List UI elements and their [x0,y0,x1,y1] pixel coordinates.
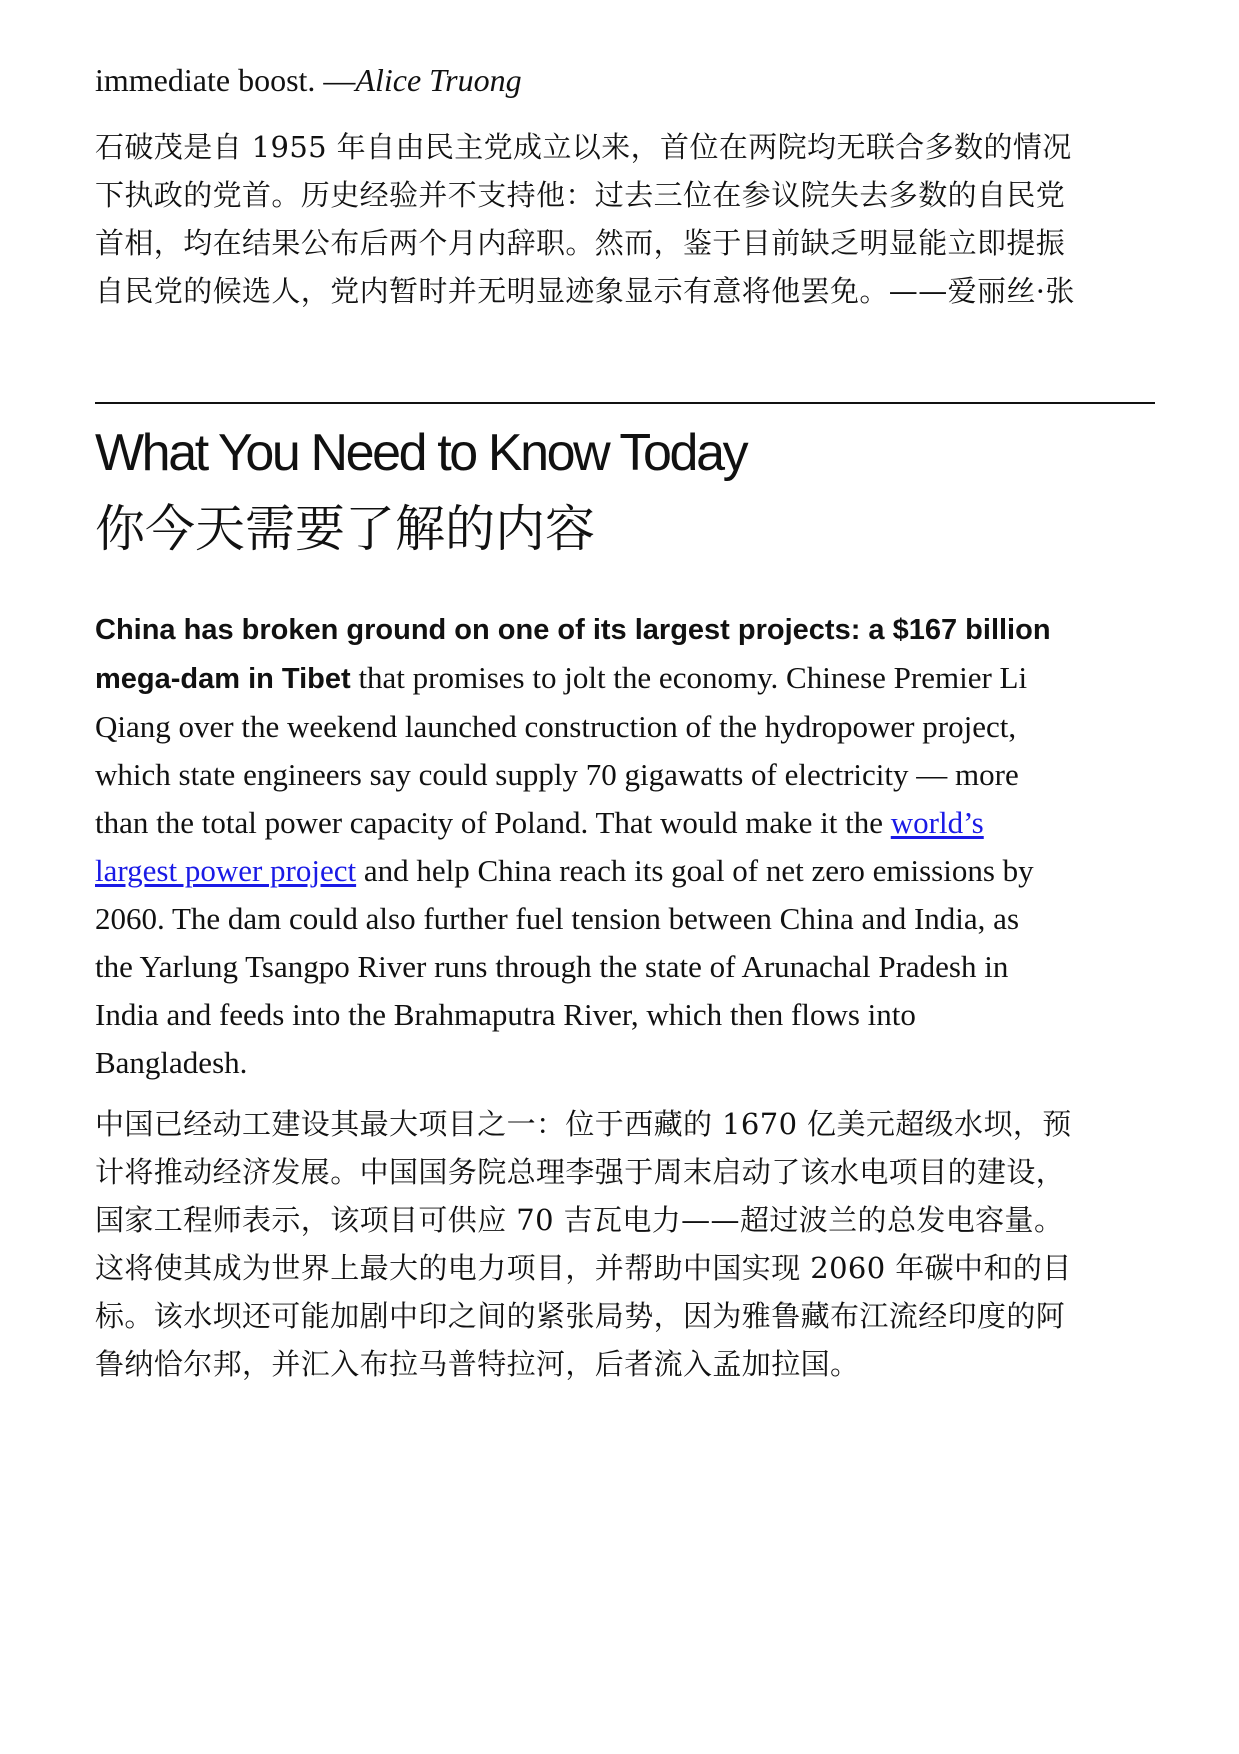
paragraph-line: 2060. The dam could also further fuel tension between China and India, as [95,901,1020,936]
paragraph-text: than the total power capacity of Poland. That would make it the [95,805,891,840]
paragraph-line: 自民党的候选人，党内暂时并无明显迹象显示有意将他罢免。——爱丽丝·张 [95,274,1075,308]
paragraph-text: that promises to jolt the economy. Chinese Premier Li [350,660,1028,695]
story-lead-bold: mega-dam in Tibet [95,663,351,695]
paragraph-line: 这将使其成为世界上最大的电力项目，并帮助中国实现 2060 年碳中和的目 [95,1251,1072,1285]
continuation-text: immediate boost. — [95,62,356,98]
story-lead-bold: China has broken ground on one of its largest projects: a $167 billion [95,614,1051,646]
continuation-line [95,60,522,100]
worlds-largest-power-project-link[interactable]: world’s [890,805,984,840]
paragraph-line: 国家工程师表示，该项目可供应 70 吉瓦电力——超过波兰的总发电容量。 [95,1203,1064,1237]
section-title-english: What You Need to Know Today [95,424,747,482]
paragraph-line: 首相，均在结果公布后两个月内辞职。然而，鉴于目前缺乏明显能立即提振 [95,226,1066,260]
section-title-chinese: 你今天需要了解的内容 [95,500,595,558]
byline-author: Alice Truong [355,62,522,98]
previous-story-chinese [95,123,1155,315]
paragraph-line: the Yarlung Tsangpo River runs through the state of Arunachal Pradesh in [95,949,1009,984]
paragraph-text: and help China reach its goal of net zero emissions by [356,853,1034,888]
paragraph-line: 标。该水坝还可能加剧中印之间的紧张局势，因为雅鲁藏布江流经印度的阿 [95,1299,1066,1333]
story-english [95,606,1155,1087]
paragraph-line: Bangladesh. [95,1045,248,1080]
paragraph-line: 计将推动经济发展。中国国务院总理李强于周末启动了该水电项目的建设， [95,1155,1066,1189]
story-chinese [95,1100,1155,1388]
paragraph-line: 石破茂是自 1955 年自由民主党成立以来，首位在两院均无联合多数的情况 [95,130,1072,164]
paragraph-line: which state engineers say could supply 70 gigawatts of electricity — more [95,757,1019,792]
paragraph-line: India and feeds into the Brahmaputra River, which then flows into [95,997,916,1032]
paragraph-line: 鲁纳恰尔邦，并汇入布拉马普特拉河，后者流入孟加拉国。 [95,1347,860,1381]
paragraph-line: Qiang over the weekend launched construction of the hydropower project, [95,709,1017,744]
paragraph-line: 中国已经动工建设其最大项目之一：位于西藏的 1670 亿美元超级水坝，预 [95,1107,1072,1141]
worlds-largest-power-project-link[interactable]: largest power project [95,853,357,888]
section-divider [95,402,1155,404]
paragraph-line: 下执政的党首。历史经验并不支持他：过去三位在参议院失去多数的自民党 [95,178,1066,212]
